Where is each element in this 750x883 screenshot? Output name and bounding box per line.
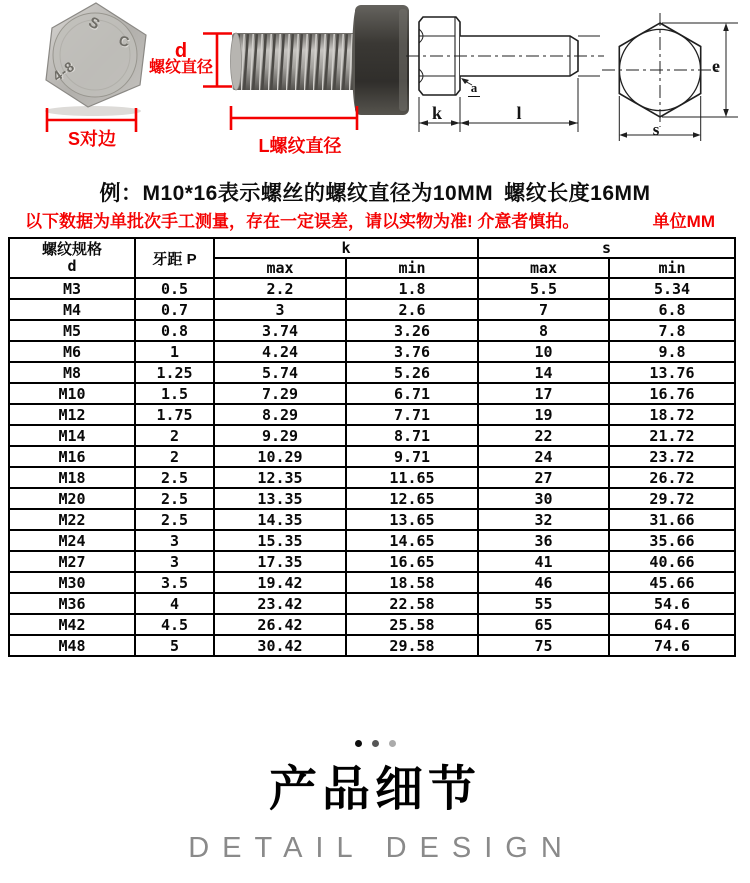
table-cell: 0.8 xyxy=(135,320,214,341)
table-cell: M16 xyxy=(9,446,135,467)
table-cell: M3 xyxy=(9,278,135,299)
measurement-notice: 以下数据为单批次手工测量，存在一定误差，请以实物为准! 介意者慎拍。 xyxy=(25,212,580,231)
table-cell: 2.5 xyxy=(135,509,214,530)
head-marking-grade: 4-8 xyxy=(49,57,78,85)
table-cell: M22 xyxy=(9,509,135,530)
table-cell: 2.2 xyxy=(214,278,346,299)
table-cell: 13.35 xyxy=(214,488,346,509)
table-cell: 35.66 xyxy=(609,530,735,551)
table-cell: 1 xyxy=(135,341,214,362)
dot-1 xyxy=(355,740,362,747)
table-cell: 3 xyxy=(135,551,214,572)
table-row xyxy=(9,320,735,341)
e-dim-label: e xyxy=(712,56,720,76)
table-row xyxy=(9,488,735,509)
s-side-label: S对边 xyxy=(67,129,116,149)
table-cell: M18 xyxy=(9,467,135,488)
table-cell: M10 xyxy=(9,383,135,404)
table-cell: 22.58 xyxy=(346,593,478,614)
table-cell: 11.65 xyxy=(346,467,478,488)
table-cell: 3.26 xyxy=(346,320,478,341)
table-cell: 74.6 xyxy=(609,635,735,656)
spec-table-header xyxy=(9,238,735,278)
table-row xyxy=(9,593,735,614)
table-cell: 46 xyxy=(478,572,609,593)
table-cell: 10 xyxy=(478,341,609,362)
l-dim-label: L螺纹直径 xyxy=(258,136,342,156)
table-cell: 15.35 xyxy=(214,530,346,551)
d-dim-label: d xyxy=(174,40,188,62)
spec-table xyxy=(8,237,734,657)
th-pitch: 牙距 P xyxy=(135,238,214,278)
s-dim-label: s xyxy=(652,120,660,139)
spec-table-grid xyxy=(8,237,736,657)
table-cell: M20 xyxy=(9,488,135,509)
table-cell: 30 xyxy=(478,488,609,509)
table-cell: 9.71 xyxy=(346,446,478,467)
d-dim-sublabel: 螺纹直径 xyxy=(148,59,213,76)
th-k-group: k xyxy=(214,238,478,258)
table-cell: 0.7 xyxy=(135,299,214,320)
table-cell: 1.25 xyxy=(135,362,214,383)
th-s-min: min xyxy=(609,258,735,278)
table-cell: 5.26 xyxy=(346,362,478,383)
table-cell: 3.76 xyxy=(346,341,478,362)
k-dim-label: k xyxy=(431,103,442,123)
table-cell: 25.58 xyxy=(346,614,478,635)
table-cell: 31.66 xyxy=(609,509,735,530)
table-row xyxy=(9,278,735,299)
table-row xyxy=(9,383,735,404)
table-cell: 26.42 xyxy=(214,614,346,635)
table-cell: M4 xyxy=(9,299,135,320)
table-row xyxy=(9,362,735,383)
table-cell: 32 xyxy=(478,509,609,530)
table-cell: 1.5 xyxy=(135,383,214,404)
table-cell: 8.71 xyxy=(346,425,478,446)
table-cell: 26.72 xyxy=(609,467,735,488)
table-cell: 75 xyxy=(478,635,609,656)
table-cell: 27 xyxy=(478,467,609,488)
table-cell: 4 xyxy=(135,593,214,614)
table-cell: 5.74 xyxy=(214,362,346,383)
table-cell: 17 xyxy=(478,383,609,404)
table-cell: 2 xyxy=(135,425,214,446)
table-row xyxy=(9,509,735,530)
table-cell: 9.29 xyxy=(214,425,346,446)
table-cell: M42 xyxy=(9,614,135,635)
table-cell: 4.24 xyxy=(214,341,346,362)
table-cell: 55 xyxy=(478,593,609,614)
table-cell: M6 xyxy=(9,341,135,362)
table-cell: M5 xyxy=(9,320,135,341)
table-cell: 4.5 xyxy=(135,614,214,635)
table-cell: 17.35 xyxy=(214,551,346,572)
table-cell: 13.65 xyxy=(346,509,478,530)
table-cell: 18.58 xyxy=(346,572,478,593)
table-cell: M48 xyxy=(9,635,135,656)
table-cell: 23.72 xyxy=(609,446,735,467)
table-cell: 19 xyxy=(478,404,609,425)
table-cell: M8 xyxy=(9,362,135,383)
spec-example-text: 例：M10*16表示螺丝的螺纹直径为10MM 螺纹长度16MM xyxy=(99,182,651,205)
table-cell: 18.72 xyxy=(609,404,735,425)
th-thread-spec-line1: 螺纹规格 xyxy=(41,240,102,258)
table-cell: 3 xyxy=(214,299,346,320)
table-cell: 19.42 xyxy=(214,572,346,593)
table-row xyxy=(9,341,735,362)
unit-label: 单位MM xyxy=(652,212,715,231)
table-cell: 22 xyxy=(478,425,609,446)
footer-title: 产品细节 xyxy=(268,763,481,816)
table-cell: 14 xyxy=(478,362,609,383)
table-cell: M30 xyxy=(9,572,135,593)
dots-decoration xyxy=(0,740,750,747)
hero-section xyxy=(0,0,750,172)
table-cell: 10.29 xyxy=(214,446,346,467)
table-cell: 3.5 xyxy=(135,572,214,593)
table-cell: 7.8 xyxy=(609,320,735,341)
table-cell: 9.8 xyxy=(609,341,735,362)
table-cell: 16.65 xyxy=(346,551,478,572)
table-row xyxy=(9,572,735,593)
table-cell: 1.8 xyxy=(346,278,478,299)
table-cell: 24 xyxy=(478,446,609,467)
table-row xyxy=(9,551,735,572)
table-cell: 23.42 xyxy=(214,593,346,614)
th-s-group: s xyxy=(478,238,735,258)
table-cell: 0.5 xyxy=(135,278,214,299)
table-row xyxy=(9,635,735,656)
table-cell: 12.65 xyxy=(346,488,478,509)
table-cell: M27 xyxy=(9,551,135,572)
table-cell: 36 xyxy=(478,530,609,551)
table-cell: 7.29 xyxy=(214,383,346,404)
table-row xyxy=(9,467,735,488)
table-cell: 29.58 xyxy=(346,635,478,656)
th-thread-spec xyxy=(9,238,135,278)
table-cell: 54.6 xyxy=(609,593,735,614)
table-cell: 2.6 xyxy=(346,299,478,320)
table-cell: 30.42 xyxy=(214,635,346,656)
table-cell: 2 xyxy=(135,446,214,467)
table-cell: 64.6 xyxy=(609,614,735,635)
th-k-min: min xyxy=(346,258,478,278)
footer-subtitle: DETAIL DESIGN xyxy=(188,831,575,864)
table-cell: 6.8 xyxy=(609,299,735,320)
table-cell: 5.5 xyxy=(478,278,609,299)
table-cell: 21.72 xyxy=(609,425,735,446)
table-cell: 2.5 xyxy=(135,467,214,488)
dot-2 xyxy=(372,740,379,747)
a-fillet-label: a xyxy=(468,80,480,97)
table-cell: M36 xyxy=(9,593,135,614)
table-cell: 14.35 xyxy=(214,509,346,530)
table-cell: 5.34 xyxy=(609,278,735,299)
table-row xyxy=(9,530,735,551)
th-k-max: max xyxy=(214,258,346,278)
table-row xyxy=(9,425,735,446)
table-row xyxy=(9,404,735,425)
table-cell: M12 xyxy=(9,404,135,425)
table-cell: 6.71 xyxy=(346,383,478,404)
table-cell: 7.71 xyxy=(346,404,478,425)
th-thread-spec-line2: d xyxy=(67,257,77,275)
notice-row xyxy=(25,207,715,232)
th-s-max: max xyxy=(478,258,609,278)
table-cell: 3.74 xyxy=(214,320,346,341)
table-cell: 7 xyxy=(478,299,609,320)
head-marking-s: S xyxy=(85,13,103,34)
table-row xyxy=(9,614,735,635)
table-cell: 8.29 xyxy=(214,404,346,425)
table-cell: M14 xyxy=(9,425,135,446)
table-row xyxy=(9,446,735,467)
table-cell: 40.66 xyxy=(609,551,735,572)
table-cell: 65 xyxy=(478,614,609,635)
table-cell: 14.65 xyxy=(346,530,478,551)
table-cell: 13.76 xyxy=(609,362,735,383)
table-cell: 45.66 xyxy=(609,572,735,593)
table-cell: 16.76 xyxy=(609,383,735,404)
table-cell: 29.72 xyxy=(609,488,735,509)
dot-3 xyxy=(389,740,396,747)
table-cell: 12.35 xyxy=(214,467,346,488)
table-cell: M24 xyxy=(9,530,135,551)
table-cell: 5 xyxy=(135,635,214,656)
table-cell: 8 xyxy=(478,320,609,341)
table-row xyxy=(9,299,735,320)
table-cell: 1.75 xyxy=(135,404,214,425)
head-marking-c: C xyxy=(117,32,131,50)
table-cell: 41 xyxy=(478,551,609,572)
table-cell: 2.5 xyxy=(135,488,214,509)
table-cell: 3 xyxy=(135,530,214,551)
footer-section xyxy=(0,740,750,865)
l-shaft-dim-label: l xyxy=(516,103,522,123)
spec-table-body xyxy=(9,278,735,656)
